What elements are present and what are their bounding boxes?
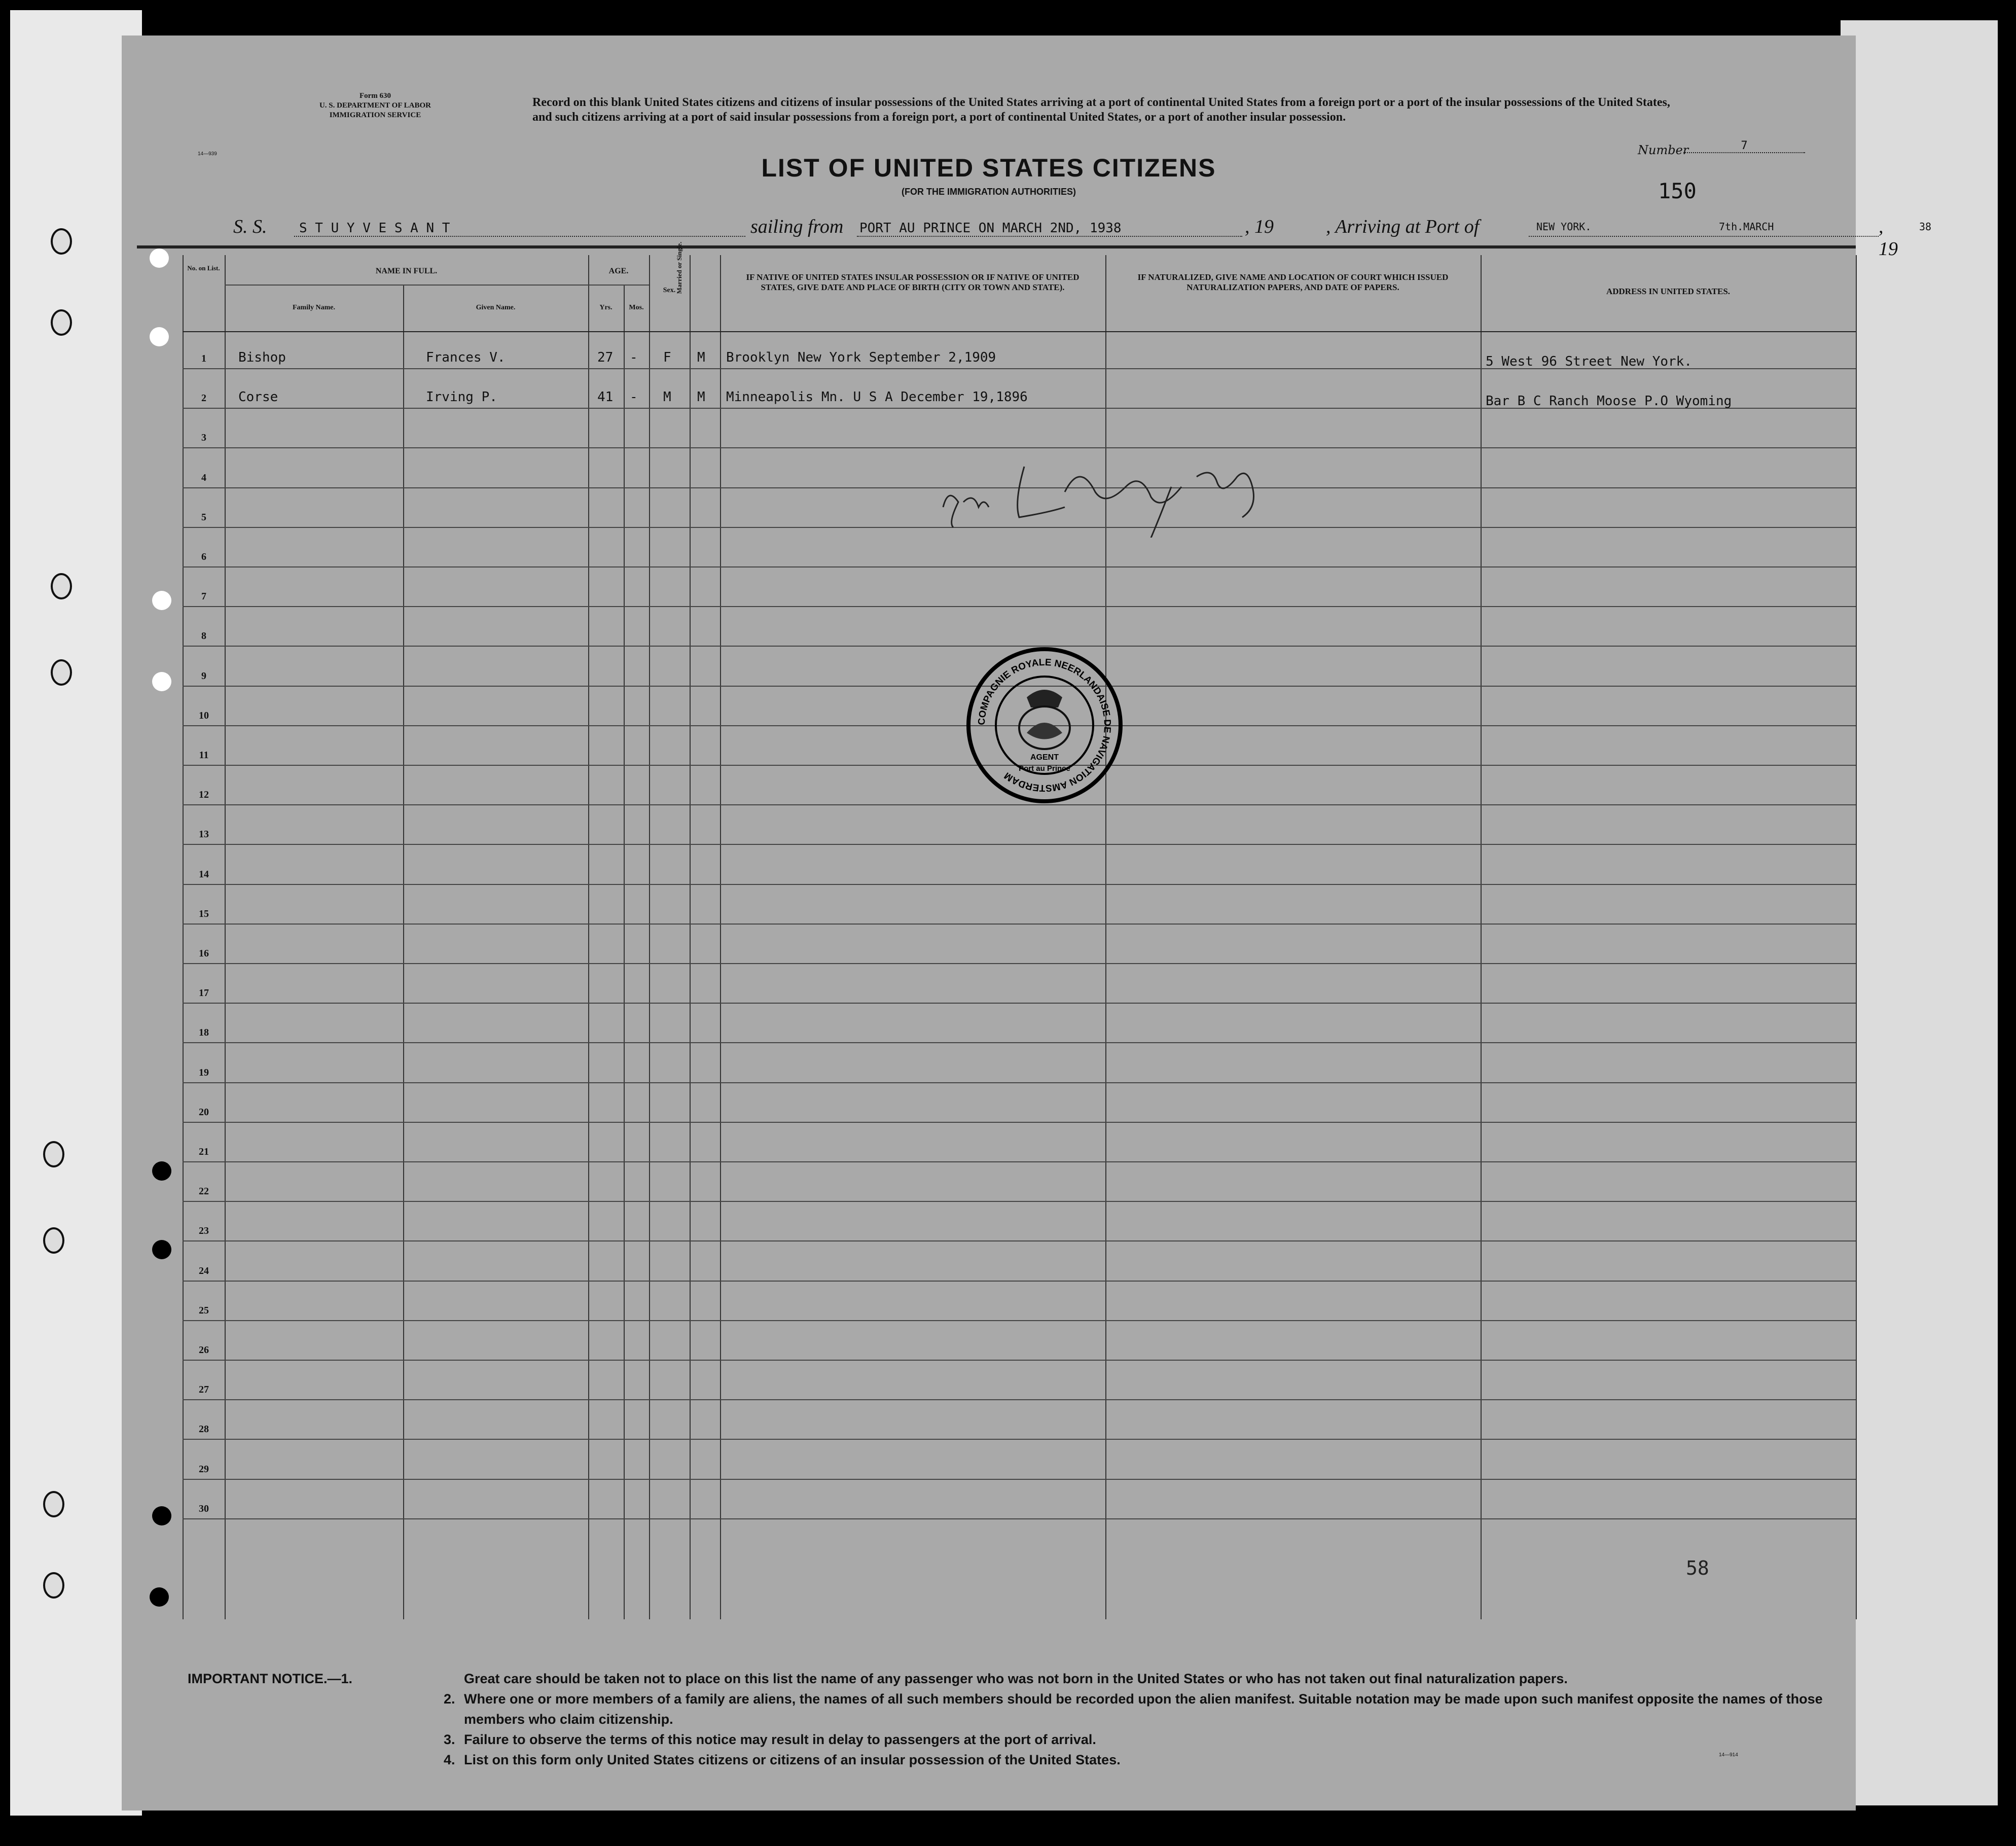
- row-rule: [183, 1240, 1856, 1241]
- row-number: 28: [199, 1424, 209, 1435]
- row-rule: [183, 1042, 1856, 1043]
- row-number: 12: [199, 789, 209, 801]
- binder-ring-hole: [43, 1491, 64, 1517]
- handwritten-signature: [933, 446, 1278, 538]
- row-rule: [183, 1399, 1856, 1400]
- passenger-mos: -: [630, 389, 638, 405]
- bottom-code: 14—914: [1719, 1752, 1738, 1758]
- page-edge-right: [1841, 20, 1998, 1805]
- row-number: 11: [199, 750, 209, 761]
- native-header: IF NATIVE OF UNITED STATES INSULAR POSSESSION OR IF NATIVE OF UNITED STATES, GIVE DATE AND PLACE OF BIRTH (CITY OR TOWN AND STATE).: [746, 272, 1079, 292]
- record-instructions: Record on this blank United States citizens and citizens of insular possessions of the United States arriving at a port of continental United States from a foreign port or a port of the insular possessions of the United States, and such citizens arriving at a port of said insular possessions from a foreign port, a port of continental United States, or a port of another insular possession.: [532, 96, 1670, 124]
- name-in-full-header: NAME IN FULL.: [375, 267, 438, 275]
- binder-ring-hole: [43, 1572, 64, 1599]
- row-number: 14: [199, 868, 209, 880]
- row-rule: [183, 606, 1856, 607]
- row-rule: [183, 963, 1856, 964]
- page-title: LIST OF UNITED STATES CITIZENS: [761, 154, 1216, 182]
- passenger-yrs: 27: [597, 350, 614, 365]
- row-rule: [183, 924, 1856, 925]
- passenger-given: Frances V.: [426, 350, 506, 365]
- notice-num-3: 3.: [444, 1732, 455, 1747]
- mos-header: Mos.: [629, 304, 644, 311]
- punch-hole: [152, 1240, 171, 1259]
- punch-hole: [150, 248, 169, 268]
- manifest-sheet: [122, 36, 1932, 1810]
- row-number: 25: [199, 1304, 209, 1316]
- row-number: 20: [199, 1106, 209, 1118]
- punch-hole: [150, 327, 169, 346]
- row-number: 3: [201, 432, 206, 444]
- number-value: 7: [1683, 139, 1805, 153]
- binder-ring-hole: [51, 228, 72, 255]
- row-number: 15: [199, 908, 209, 919]
- notice-item-2: Where one or more members of a family are aliens, the names of all such members should be recorded upon the alien manifest. Suitable notation may be made upon such manifest opposite the names of those members who claim citizenship.: [464, 1691, 1823, 1727]
- passenger-marital: M: [697, 350, 705, 365]
- row-rule: [183, 1082, 1856, 1083]
- passenger-sex: F: [663, 350, 671, 365]
- passenger-birth: Minneapolis Mn. U S A December 19,1896: [726, 389, 1028, 405]
- naturalized-header: IF NATURALIZED, GIVE NAME AND LOCATION OF COURT WHICH ISSUED NATURALIZATION PAPERS, AND DATE OF PAPERS.: [1137, 272, 1449, 292]
- row-number: 29: [199, 1463, 209, 1475]
- passenger-marital: M: [697, 389, 705, 405]
- passenger-address: Bar B C Ranch Moose P.O Wyoming: [1486, 394, 1732, 409]
- form-code: 14—939: [198, 151, 217, 157]
- row-number: 30: [199, 1503, 209, 1514]
- row-rule: [183, 1479, 1856, 1480]
- row-number: 23: [199, 1225, 209, 1237]
- arrival-date: 7th.MARCH: [1719, 221, 1774, 233]
- row-number: 21: [199, 1146, 209, 1157]
- passenger-given: Irving P.: [426, 389, 497, 405]
- address-header: ADDRESS IN UNITED STATES.: [1606, 287, 1731, 296]
- sailing-label: sailing from: [750, 216, 844, 237]
- row-rule: [183, 1201, 1856, 1202]
- passenger-family: Corse: [238, 389, 278, 405]
- page-subtitle: (FOR THE IMMIGRATION AUTHORITIES): [902, 187, 1076, 197]
- row-rule: [183, 1161, 1856, 1162]
- row-number: 18: [199, 1027, 209, 1039]
- ship-name: S T U Y V E S A N T: [299, 221, 450, 236]
- row-rule: [183, 1003, 1856, 1004]
- page-mark: 58: [1686, 1557, 1709, 1579]
- form-header-left: [259, 91, 492, 120]
- punch-hole: [152, 591, 171, 610]
- passenger-birth: Brooklyn New York September 2,1909: [726, 350, 996, 365]
- row-rule: [183, 1518, 1856, 1519]
- row-number: 1: [201, 353, 206, 364]
- row-number: 17: [199, 987, 209, 999]
- header-rule: [137, 245, 1856, 248]
- binder-ring-hole: [51, 659, 72, 686]
- age-header: AGE.: [608, 267, 629, 275]
- row-number: 16: [199, 948, 209, 959]
- row-number: 9: [201, 670, 206, 682]
- notice-num-2: 2.: [444, 1691, 455, 1707]
- passenger-address: 5 West 96 Street New York.: [1486, 354, 1692, 369]
- binder-ring-hole: [51, 309, 72, 336]
- row-rule: [183, 844, 1856, 845]
- notice-lead: IMPORTANT NOTICE.—1.: [188, 1671, 353, 1686]
- sailing-from: PORT AU PRINCE ON MARCH 2ND, 1938: [859, 221, 1122, 236]
- row-number: 4: [201, 472, 206, 483]
- row-rule: [183, 566, 1856, 567]
- arrival-port: NEW YORK.: [1536, 221, 1592, 233]
- punch-hole: [152, 1161, 171, 1181]
- no-on-list-header: No. on List.: [187, 264, 220, 272]
- row-number: 26: [199, 1344, 209, 1356]
- stamp-ring-text: COMPAGNIE ROYALE NEERLANDAISE DE NAVIGATION AMSTERDAM: [976, 657, 1113, 794]
- number-label: Number: [1638, 143, 1689, 157]
- ss-label: S. S.: [233, 216, 267, 237]
- married-header: Married or Single.: [675, 241, 683, 294]
- row-rule: [183, 1281, 1856, 1282]
- year-prefix-1: , 19: [1245, 216, 1274, 237]
- stamp-place: Port au Prince: [1019, 764, 1070, 773]
- notice-item-3: Failure to observe the terms of this notice may result in delay to passengers at the port of arrival.: [464, 1732, 1096, 1747]
- row-number: 2: [201, 393, 206, 404]
- row-rule: [183, 1122, 1856, 1123]
- binder-ring-hole: [51, 573, 72, 599]
- row-number: 10: [199, 709, 209, 721]
- yrs-header: Yrs.: [599, 304, 613, 311]
- punch-hole: [150, 1587, 169, 1607]
- notice-num-4: 4.: [444, 1752, 455, 1767]
- binder-ring-hole: [43, 1227, 64, 1254]
- punch-hole: [152, 672, 171, 691]
- row-number: 24: [199, 1265, 209, 1276]
- shipping-company-stamp: [963, 644, 1126, 806]
- family-name-header: Family Name.: [293, 304, 335, 311]
- stamp-agent: AGENT: [1030, 753, 1059, 762]
- row-number: 7: [201, 591, 206, 602]
- service: IMMIGRATION SERVICE: [329, 111, 421, 119]
- form-number: Form 630: [359, 92, 391, 100]
- sex-header: Sex.: [663, 287, 676, 294]
- row-rule: [183, 884, 1856, 885]
- passenger-yrs: 41: [597, 389, 614, 405]
- year-prefix-2: , 19: [1879, 216, 1898, 260]
- passenger-mos: -: [630, 350, 638, 365]
- passenger-sex: M: [663, 389, 671, 405]
- row-number: 8: [201, 630, 206, 642]
- binder-ring-hole: [43, 1141, 64, 1167]
- row-rule: [183, 1320, 1856, 1321]
- voyage-line: [233, 216, 1932, 260]
- notice-item-1: Great care should be taken not to place on this list the name of any passenger who was not born in the United States or who has not taken out final naturalization papers.: [464, 1671, 1568, 1686]
- row-number: 6: [201, 551, 206, 562]
- form: [122, 36, 1932, 1810]
- row-rule: [183, 1439, 1856, 1440]
- row-number: 27: [199, 1384, 209, 1396]
- row-number: 13: [199, 829, 209, 840]
- stamp-number: 150: [1658, 179, 1697, 203]
- passenger-family: Bishop: [238, 350, 286, 365]
- department: U. S. DEPARTMENT OF LABOR: [319, 101, 431, 110]
- given-name-header: Given Name.: [476, 304, 516, 311]
- row-number: 5: [201, 511, 206, 523]
- arriving-label: , Arriving at Port of: [1326, 216, 1480, 237]
- row-number: 22: [199, 1186, 209, 1197]
- notice-item-4: List on this form only United States citizens or citizens of an insular possession of the United States.: [464, 1752, 1121, 1767]
- row-number: 19: [199, 1067, 209, 1078]
- arrival-year: 38: [1919, 221, 1932, 233]
- row-rule: [183, 1360, 1856, 1361]
- punch-hole: [152, 1506, 171, 1525]
